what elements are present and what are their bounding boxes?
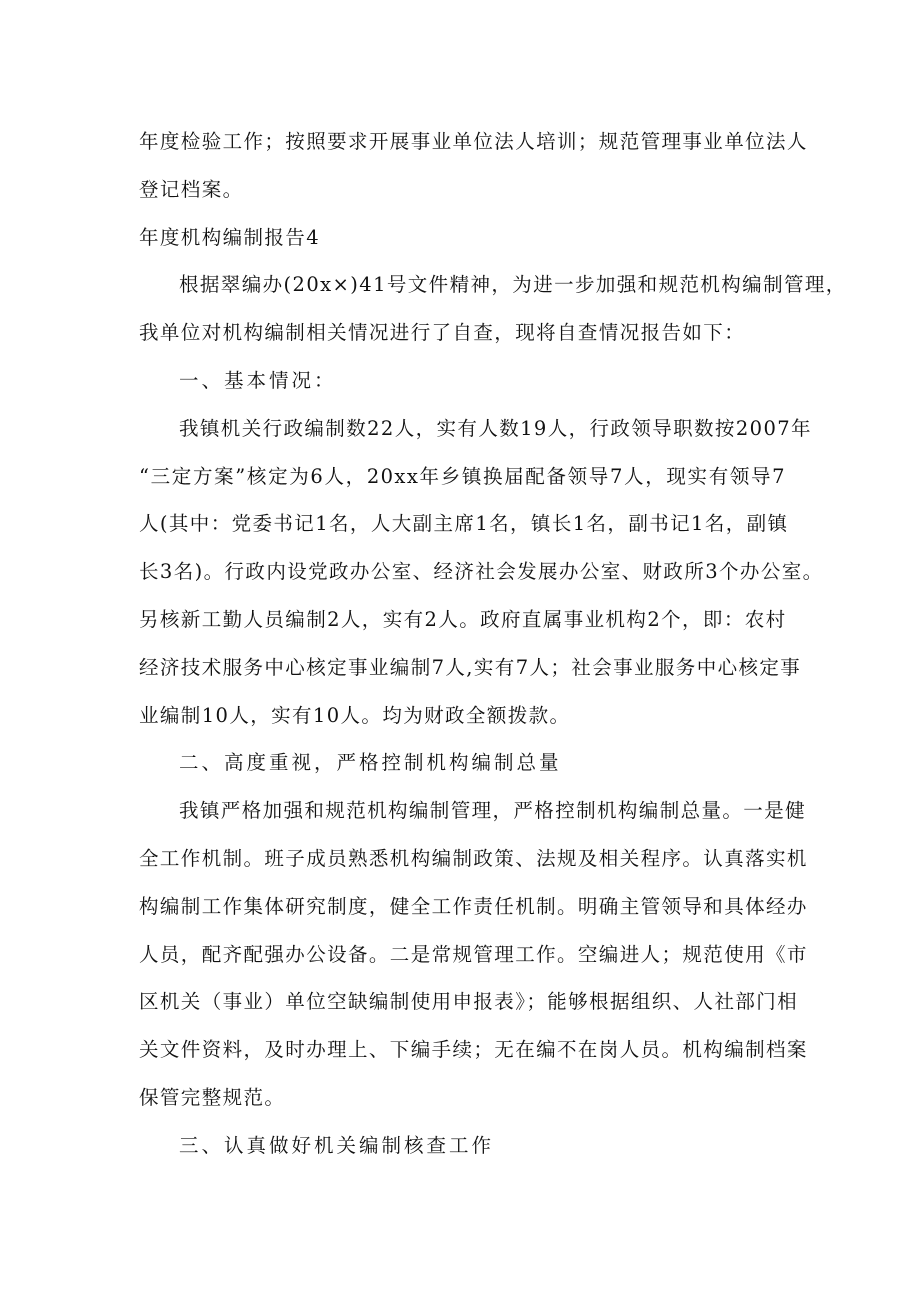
text-line: 构编制工作集体研究制度，健全工作责任机制。明确主管领导和具体经办 xyxy=(139,894,808,918)
text-line: 根据翠编办(20x×)41号文件精神，为进一步加强和规范机构编制管理， xyxy=(179,273,847,297)
section-heading-basic-situation: 一、基本情况： xyxy=(179,368,337,392)
paragraph-continuation xyxy=(139,118,808,214)
text-line: 我单位对机构编制相关情况进行了自查，现将自查情况报告如下： xyxy=(139,321,746,345)
text-line: 业编制10人，实有10人。均为财政全额拨款。 xyxy=(139,703,571,727)
text-line: 长3名)。行政内设党政办公室、经济社会发展办公室、财政所3个办公室。 xyxy=(139,560,824,584)
text-line: 经济技术服务中心核定事业编制7人,实有7人；社会事业服务中心核定事 xyxy=(139,655,802,679)
text-line: 保管完整规范。 xyxy=(139,1085,286,1109)
paragraph-control-total xyxy=(139,787,808,1122)
text-line: 人员，配齐配强办公设备。二是常规管理工作。空编进人；规范使用《市 xyxy=(139,942,808,966)
text-line: 年度检验工作；按照要求开展事业单位法人培训；规范管理事业单位法人 xyxy=(139,130,808,153)
text-line: 另核新工勤人员编制2人，实有2人。政府直属事业机构2个，即：农村 xyxy=(139,607,787,631)
text-line: 全工作机制。班子成员熟悉机构编制政策、法规及相关程序。认真落实机 xyxy=(139,846,808,870)
paragraph-basic-situation xyxy=(139,405,824,740)
text-line: 关文件资料，及时办理上、下编手续；无在编不在岗人员。机构编制档案 xyxy=(139,1038,808,1062)
report-title: 年度机构编制报告4 xyxy=(139,225,321,249)
text-line: 我镇机关行政编制数22人，实有人数19人，行政领导职数按2007年 xyxy=(179,416,812,440)
text-line: 登记档案。 xyxy=(139,177,244,201)
paragraph-intro xyxy=(139,261,847,357)
section-heading-control-total: 二、高度重视，严格控制机构编制总量 xyxy=(179,751,562,775)
text-line: “三定方案”核定为6人，20xx年乡镇换届配备领导7人，现实有领导7 xyxy=(139,464,786,488)
text-line: 区机关（事业）单位空缺编制使用申报表》；能够根据组织、人社部门相 xyxy=(139,990,799,1014)
section-heading-verification: 三、认真做好机关编制核查工作 xyxy=(179,1133,495,1157)
text-line: 人(其中：党委书记1名，人大副主席1名，镇长1名，副书记1名，副镇 xyxy=(139,512,789,536)
text-line: 我镇严格加强和规范机构编制管理，严格控制机构编制总量。一是健 xyxy=(179,799,807,823)
